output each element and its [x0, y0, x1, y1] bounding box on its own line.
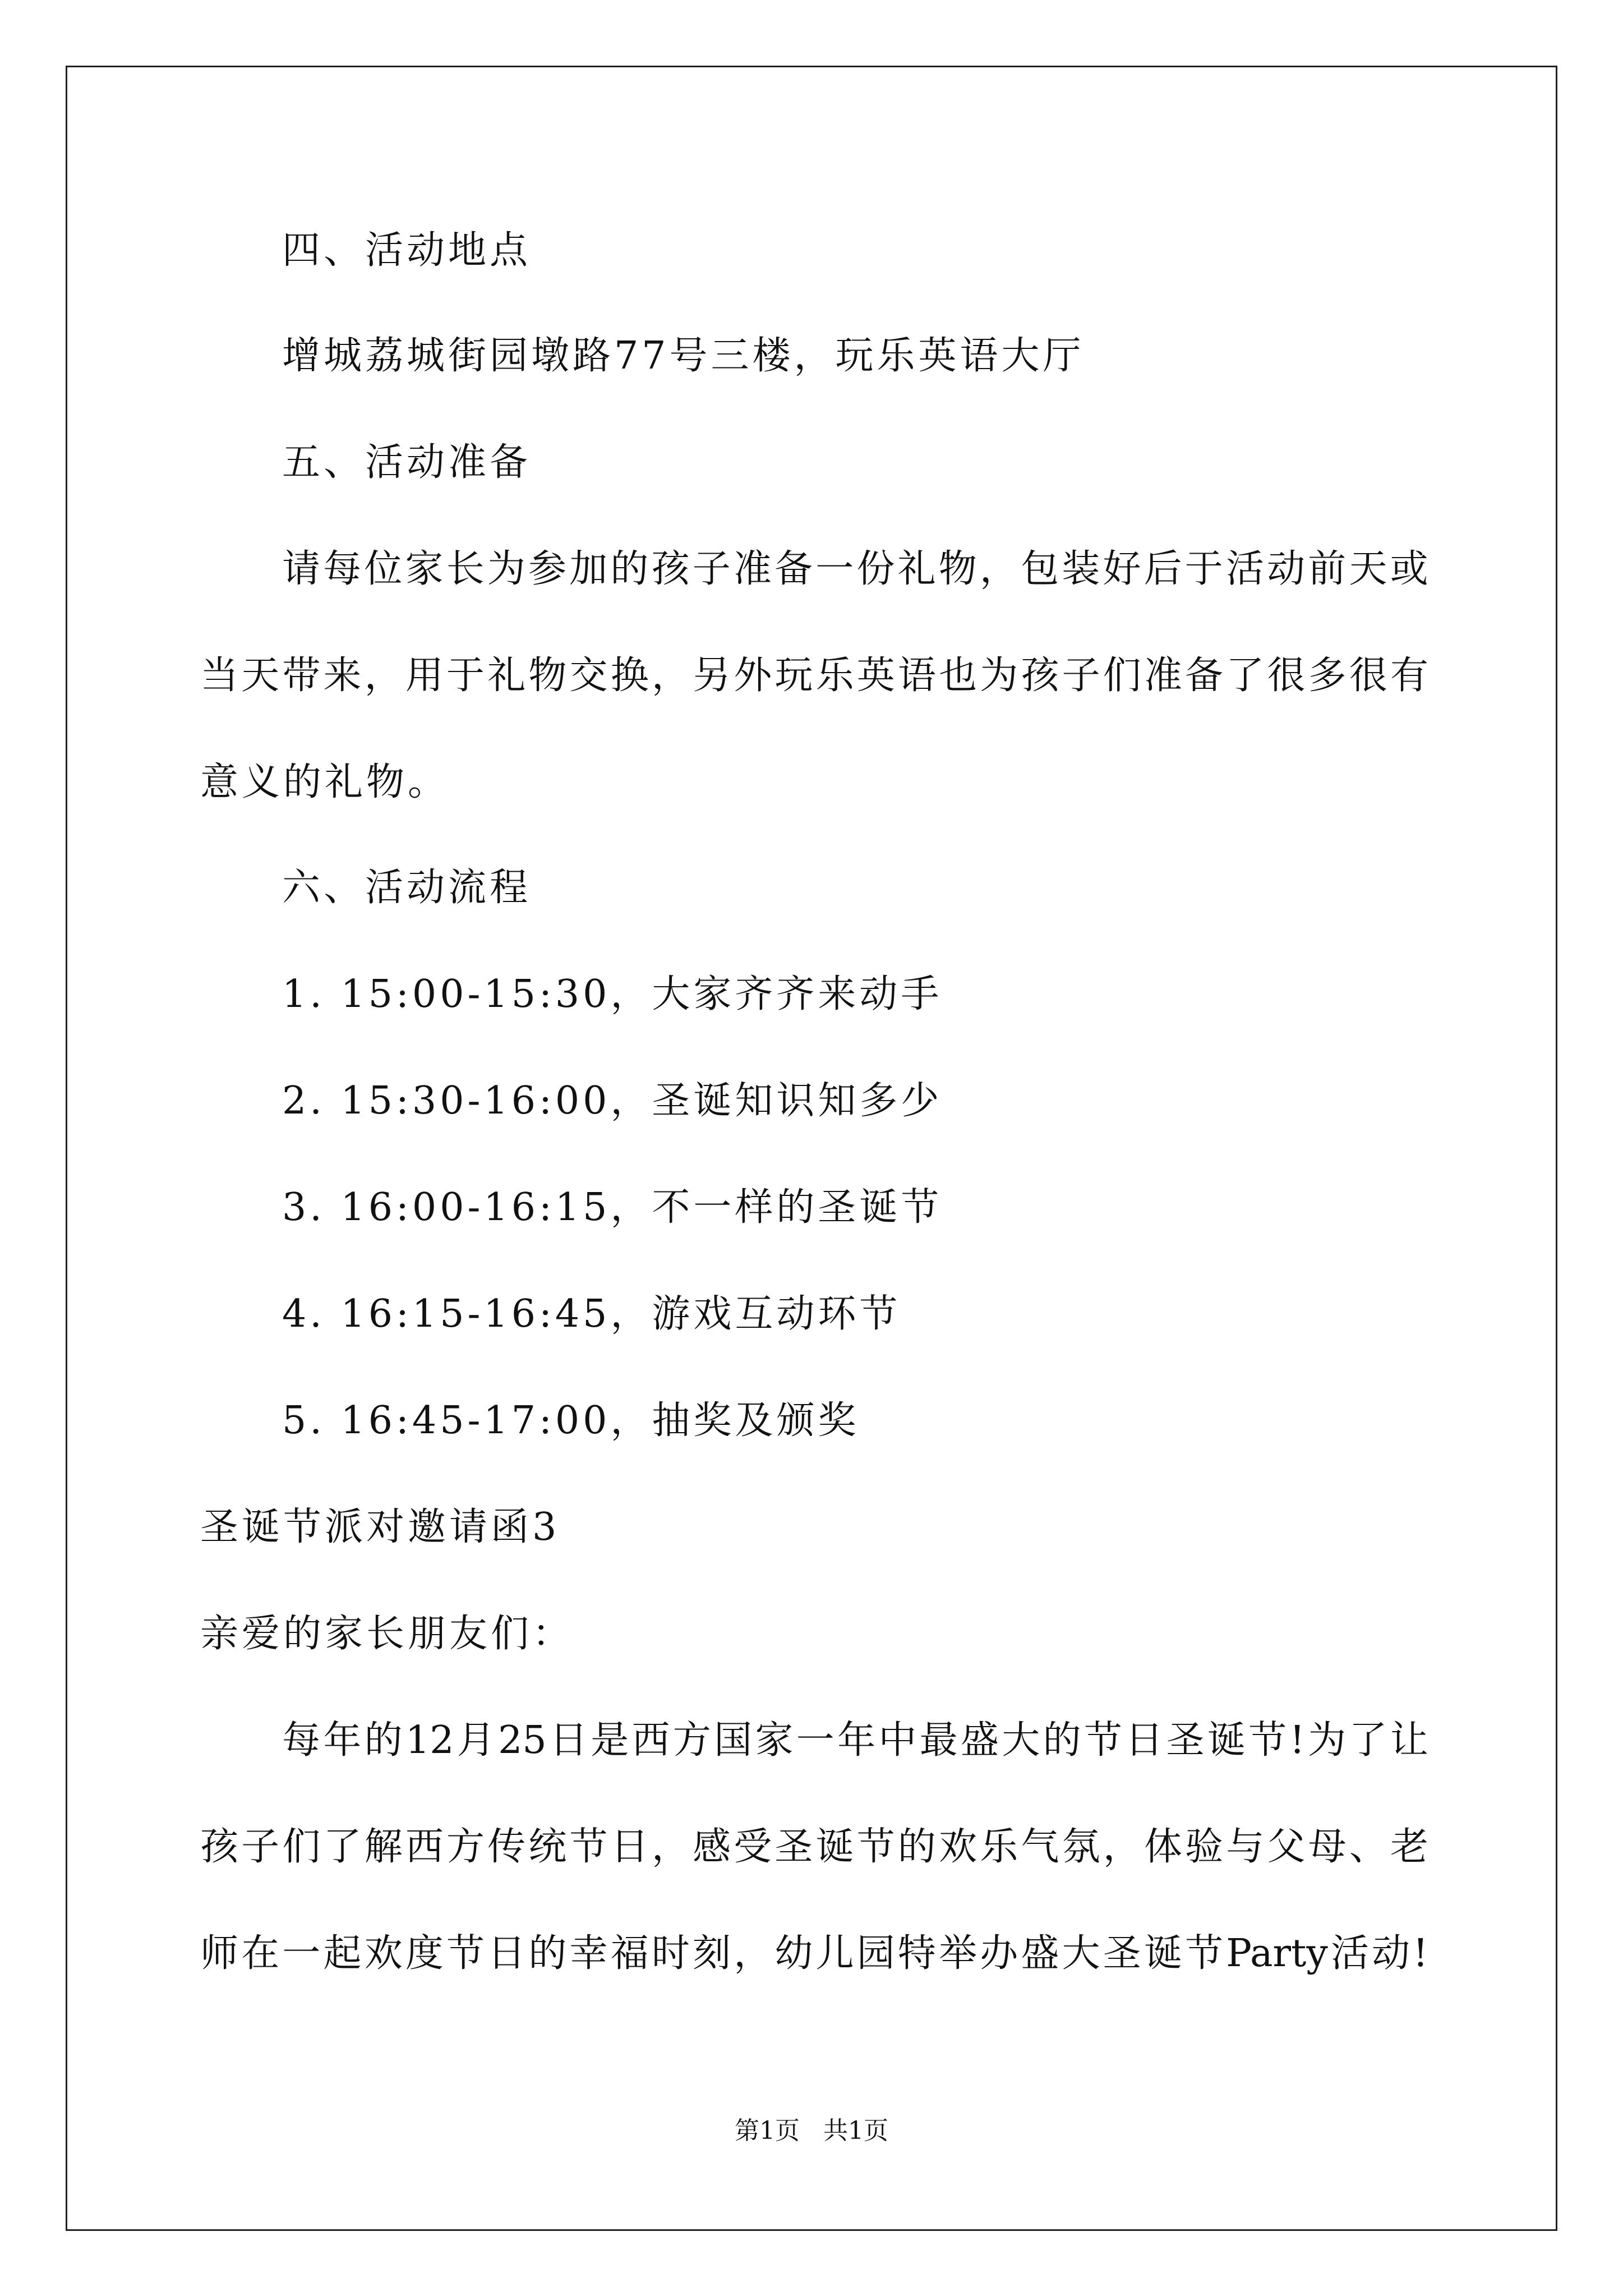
invitation-title: 圣诞节派对邀请函3: [200, 1505, 560, 1549]
invitation-body-line-1: 每 年 的 12 月 25 日 是 西 方 国 家 一 年 中 最 盛 大 的 节 日 圣 诞 节 ! 为 了 让: [282, 1718, 1428, 1763]
location-address: 增城荔城街园墩路77号三楼，玩乐英语大厅: [282, 334, 1085, 378]
schedule-step-1: 1. 15:00-15:30，大家齐齐来动手: [282, 972, 943, 1016]
schedule-step-4: 4. 16:15-16:45，游戏互动环节: [282, 1292, 901, 1336]
preparation-line-1: 请 每 位 家 长 为 参 加 的 孩 子 准 备 一 份 礼 物 ， 包 装 好 后 于 活 动 前 天 或: [282, 547, 1428, 591]
schedule-step-2: 2. 15:30-16:00，圣诞知识知多少: [282, 1079, 943, 1123]
section-heading-schedule: 六、活动流程: [282, 866, 532, 910]
preparation-line-2: 当 天 带 来 ， 用 于 礼 物 交 换 ， 另 外 玩 乐 英 语 也 为 孩 子 们 准 备 了 很 多 很 有: [200, 654, 1428, 698]
schedule-step-3: 3. 16:00-16:15，不一样的圣诞节: [282, 1185, 943, 1230]
invitation-salutation: 亲爱的家长朋友们：: [200, 1612, 574, 1656]
schedule-step-5: 5. 16:45-17:00，抽奖及颁奖: [282, 1398, 860, 1443]
section-heading-location: 四、活动地点: [282, 228, 532, 273]
invitation-body-line-3: 师 在 一 起 欢 度 节 日 的 幸 福 时 刻 ， 幼 儿 园 特 举 办 盛 大 圣 诞 节 Party 活 动 !: [200, 1931, 1428, 1976]
page-border: [66, 66, 1557, 2231]
preparation-line-3: 意义的礼物。: [200, 760, 450, 804]
invitation-body-line-2: 孩 子 们 了 解 西 方 传 统 节 日 ， 感 受 圣 诞 节 的 欢 乐 气 氛 ， 体 验 与 父 母 、 老: [200, 1825, 1428, 1869]
section-heading-preparation: 五、活动准备: [282, 440, 532, 485]
page-number-footer: 第1页 共1页: [735, 2116, 888, 2145]
